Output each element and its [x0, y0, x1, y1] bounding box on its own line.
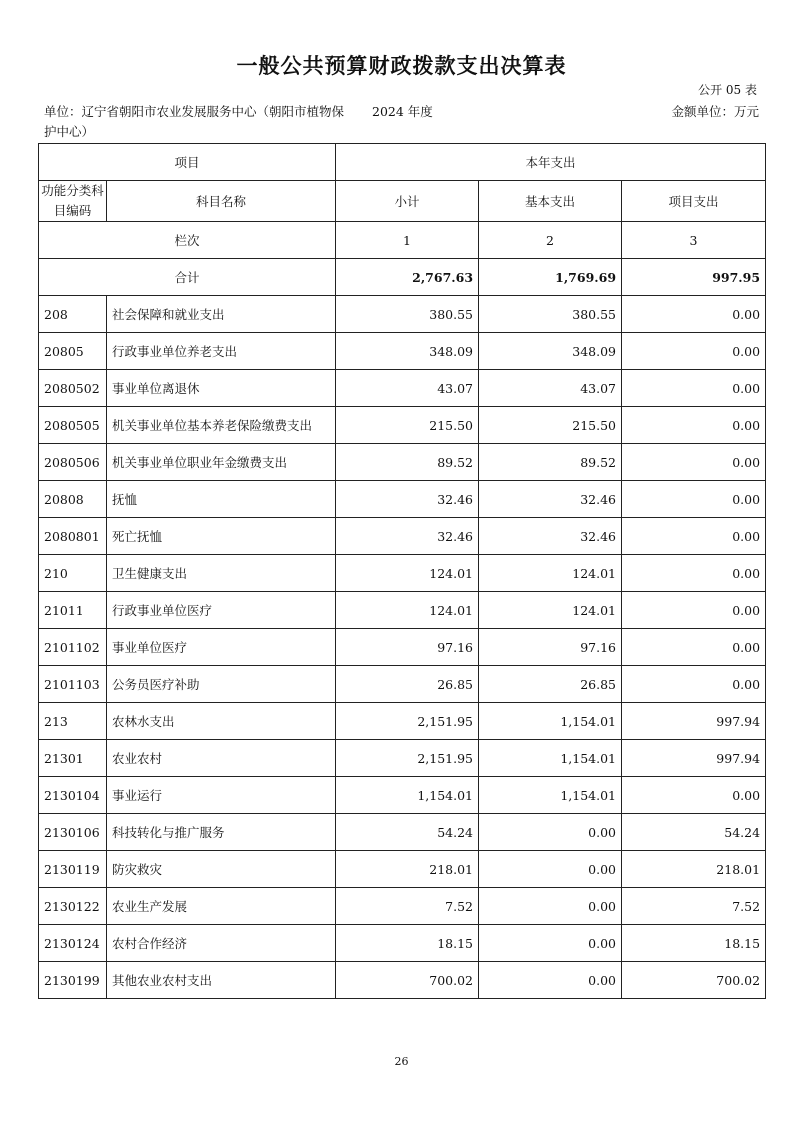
table-row: [39, 333, 766, 370]
row-code: 2080801: [39, 518, 107, 555]
table-row: [39, 481, 766, 518]
row-basic: 89.52: [479, 444, 622, 481]
column-index-1: 1: [336, 222, 479, 259]
row-project: 0.00: [622, 296, 766, 333]
fiscal-year: 2024 年度: [372, 104, 433, 119]
row-subtotal: 26.85: [336, 666, 479, 703]
row-project: 7.52: [622, 888, 766, 925]
row-subtotal: 380.55: [336, 296, 479, 333]
total-label: 合计: [39, 259, 336, 296]
row-basic: 215.50: [479, 407, 622, 444]
row-basic: 124.01: [479, 592, 622, 629]
table-row: [39, 925, 766, 962]
form-number: 公开 05 表: [698, 83, 757, 97]
row-project: 0.00: [622, 666, 766, 703]
row-subject-name: 机关事业单位基本养老保险缴费支出: [107, 407, 336, 444]
expenditure-table: [38, 143, 766, 999]
row-code: 2130199: [39, 962, 107, 999]
column-index-3: 3: [622, 222, 766, 259]
total-basic: 1,769.69: [479, 259, 622, 296]
row-basic: 32.46: [479, 481, 622, 518]
table-row: [39, 703, 766, 740]
row-subject-name: 事业运行: [107, 777, 336, 814]
row-subtotal: 43.07: [336, 370, 479, 407]
total-project: 997.95: [622, 259, 766, 296]
row-project: 0.00: [622, 333, 766, 370]
row-subtotal: 700.02: [336, 962, 479, 999]
row-project: 54.24: [622, 814, 766, 851]
row-subject-name: 农业农村: [107, 740, 336, 777]
unit-label: 单位：辽宁省朝阳市农业发展服务中心（朝阳市植物保护中心）: [44, 104, 345, 139]
row-code: 210: [39, 555, 107, 592]
row-subject-name: 卫生健康支出: [107, 555, 336, 592]
row-subject-name: 农业生产发展: [107, 888, 336, 925]
row-subtotal: 32.46: [336, 481, 479, 518]
row-project: 0.00: [622, 481, 766, 518]
row-basic: 43.07: [479, 370, 622, 407]
row-basic: 0.00: [479, 925, 622, 962]
header-basic-expense: 基本支出: [479, 181, 622, 222]
row-basic: 380.55: [479, 296, 622, 333]
row-code: 2080502: [39, 370, 107, 407]
header-item: 项目: [39, 144, 336, 181]
table-row: [39, 814, 766, 851]
row-subtotal: 215.50: [336, 407, 479, 444]
row-code: 20808: [39, 481, 107, 518]
row-subtotal: 2,151.95: [336, 703, 479, 740]
row-subtotal: 54.24: [336, 814, 479, 851]
row-code: 213: [39, 703, 107, 740]
row-basic: 0.00: [479, 851, 622, 888]
column-index-label: 栏次: [39, 222, 336, 259]
row-basic: 1,154.01: [479, 777, 622, 814]
header-current-year-expense: 本年支出: [336, 144, 766, 181]
row-subject-name: 事业单位医疗: [107, 629, 336, 666]
table-row: [39, 555, 766, 592]
column-index-2: 2: [479, 222, 622, 259]
row-subject-name: 社会保障和就业支出: [107, 296, 336, 333]
row-basic: 0.00: [479, 962, 622, 999]
row-basic: 1,154.01: [479, 740, 622, 777]
row-basic: 32.46: [479, 518, 622, 555]
row-project: 997.94: [622, 740, 766, 777]
table-row: [39, 592, 766, 629]
row-project: 700.02: [622, 962, 766, 999]
table-row: [39, 851, 766, 888]
page-number: 26: [394, 1055, 409, 1068]
row-subject-name: 事业单位离退休: [107, 370, 336, 407]
row-subject-name: 行政事业单位养老支出: [107, 333, 336, 370]
row-subtotal: 1,154.01: [336, 777, 479, 814]
header-func-code: 功能分类科目编码: [39, 181, 107, 222]
row-code: 2101102: [39, 629, 107, 666]
table-row: [39, 370, 766, 407]
row-basic: 97.16: [479, 629, 622, 666]
row-subject-name: 公务员医疗补助: [107, 666, 336, 703]
row-project: 0.00: [622, 444, 766, 481]
row-project: 997.94: [622, 703, 766, 740]
table-row: [39, 666, 766, 703]
row-subtotal: 97.16: [336, 629, 479, 666]
row-code: 2101103: [39, 666, 107, 703]
row-project: 0.00: [622, 629, 766, 666]
row-subject-name: 机关事业单位职业年金缴费支出: [107, 444, 336, 481]
total-subtotal: 2,767.63: [336, 259, 479, 296]
row-subtotal: 124.01: [336, 592, 479, 629]
total-row: [39, 259, 766, 296]
row-basic: 0.00: [479, 888, 622, 925]
table-row: [39, 777, 766, 814]
row-subject-name: 农林水支出: [107, 703, 336, 740]
header-subtotal: 小计: [336, 181, 479, 222]
row-subtotal: 89.52: [336, 444, 479, 481]
page-title: 一般公共预算财政拨款支出决算表: [236, 54, 567, 78]
table-row: [39, 962, 766, 999]
row-subject-name: 防灾救灾: [107, 851, 336, 888]
row-subtotal: 218.01: [336, 851, 479, 888]
row-project: 0.00: [622, 777, 766, 814]
table-row: [39, 888, 766, 925]
row-subject-name: 科技转化与推广服务: [107, 814, 336, 851]
row-subtotal: 124.01: [336, 555, 479, 592]
row-code: 2130119: [39, 851, 107, 888]
row-basic: 348.09: [479, 333, 622, 370]
row-project: 218.01: [622, 851, 766, 888]
row-basic: 0.00: [479, 814, 622, 851]
row-subtotal: 348.09: [336, 333, 479, 370]
row-subtotal: 32.46: [336, 518, 479, 555]
row-subtotal: 2,151.95: [336, 740, 479, 777]
row-code: 208: [39, 296, 107, 333]
header-row-2: [39, 181, 766, 222]
row-subtotal: 7.52: [336, 888, 479, 925]
row-project: 18.15: [622, 925, 766, 962]
header-project-expense: 项目支出: [622, 181, 766, 222]
row-subtotal: 18.15: [336, 925, 479, 962]
row-code: 21301: [39, 740, 107, 777]
table-row: [39, 518, 766, 555]
row-code: 2130124: [39, 925, 107, 962]
table-row: [39, 629, 766, 666]
table-row: [39, 296, 766, 333]
row-project: 0.00: [622, 407, 766, 444]
row-subject-name: 其他农业农村支出: [107, 962, 336, 999]
row-code: 2130106: [39, 814, 107, 851]
column-index-row: [39, 222, 766, 259]
row-code: 21011: [39, 592, 107, 629]
table-row: [39, 444, 766, 481]
row-code: 2130104: [39, 777, 107, 814]
money-unit: 金额单位：万元: [671, 104, 759, 119]
row-basic: 26.85: [479, 666, 622, 703]
row-subject-name: 行政事业单位医疗: [107, 592, 336, 629]
row-project: 0.00: [622, 518, 766, 555]
row-code: 2130122: [39, 888, 107, 925]
row-project: 0.00: [622, 592, 766, 629]
table-row: [39, 740, 766, 777]
table-row: [39, 407, 766, 444]
row-code: 2080505: [39, 407, 107, 444]
row-basic: 1,154.01: [479, 703, 622, 740]
row-subject-name: 抚恤: [107, 481, 336, 518]
header-subject-name: 科目名称: [107, 181, 336, 222]
row-project: 0.00: [622, 370, 766, 407]
row-project: 0.00: [622, 555, 766, 592]
header-row-1: [39, 144, 766, 181]
row-subject-name: 死亡抚恤: [107, 518, 336, 555]
row-basic: 124.01: [479, 555, 622, 592]
row-code: 2080506: [39, 444, 107, 481]
row-subject-name: 农村合作经济: [107, 925, 336, 962]
row-code: 20805: [39, 333, 107, 370]
